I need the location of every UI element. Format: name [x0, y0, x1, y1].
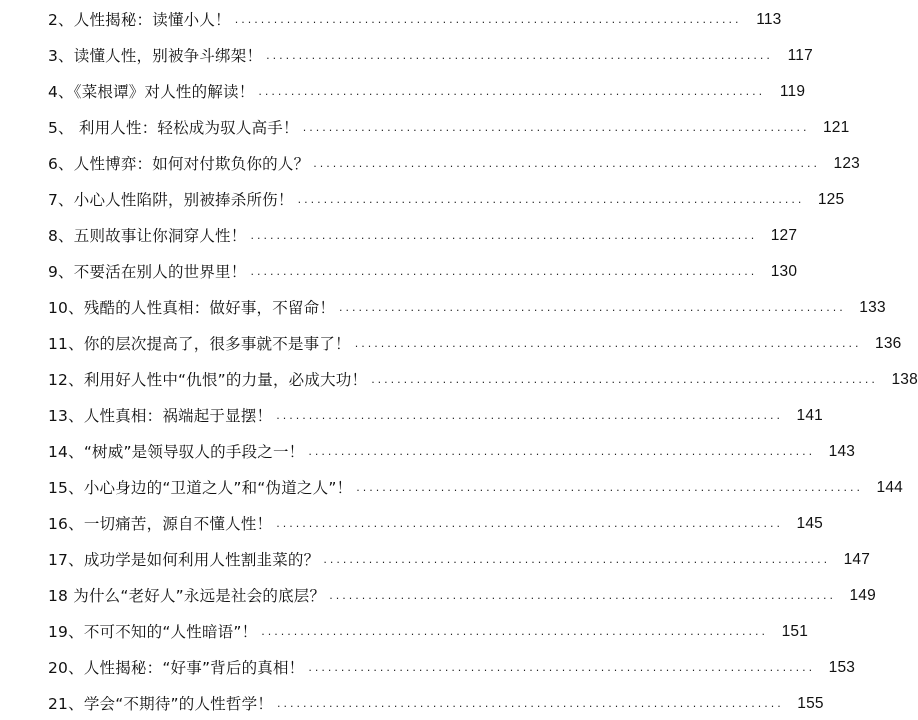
- dot-leader: ..............................................................................: [297, 193, 805, 206]
- toc-entry-title: 14、“树威”是领导驭人的手段之一！: [48, 443, 305, 461]
- toc-entry-page: 153: [828, 659, 856, 676]
- toc-entry[interactable]: [48, 544, 871, 570]
- dot-leader: ..............................................................................: [250, 229, 758, 242]
- dot-leader: ..............................................................................: [329, 589, 836, 602]
- dot-leader: ..............................................................................: [302, 121, 810, 134]
- toc-entry-page: 147: [843, 551, 871, 568]
- dot-leader: ..............................................................................: [323, 553, 831, 566]
- dot-leader: ..............................................................................: [308, 445, 816, 458]
- toc-entry-title: 15、小心身边的“卫道之人”和“伪道之人”！: [48, 479, 353, 497]
- toc-entry[interactable]: [48, 652, 856, 678]
- dot-leader: ..............................................................................: [261, 625, 769, 638]
- dot-leader: ..............................................................................: [258, 85, 766, 98]
- toc-entry-title: 10、残酷的人性真相：做好事，不留命！: [48, 299, 336, 317]
- toc-entry[interactable]: [48, 76, 806, 102]
- toc-entry-title: 17、成功学是如何利用人性割韭菜的？: [48, 551, 320, 569]
- toc-entry[interactable]: [48, 364, 918, 390]
- toc-entry[interactable]: [48, 616, 809, 642]
- toc-entry-page: 121: [822, 119, 850, 136]
- toc-entry-page: 138: [891, 371, 918, 388]
- dot-leader: ..............................................................................: [371, 373, 878, 386]
- dot-leader: ..............................................................................: [266, 49, 773, 62]
- toc-entry-title: 16、一切痛苦，源自不懂人性！: [48, 515, 273, 533]
- toc-entry[interactable]: [48, 400, 823, 426]
- toc-entry-page: 130: [770, 263, 798, 280]
- toc-entry-title: 20、人性揭秘：“好事”背后的真相！: [48, 659, 305, 677]
- toc-entry[interactable]: [48, 508, 823, 534]
- toc-entry-title: 12、利用好人性中“仇恨”的力量，必成大功！: [48, 371, 368, 389]
- toc-entry-title: 8、五则故事让你洞穿人性！: [48, 227, 247, 245]
- toc-entry-title: 18 为什么“老好人”永远是社会的底层？: [48, 587, 326, 605]
- dot-leader: ..............................................................................: [276, 517, 783, 530]
- dot-leader: ..............................................................................: [276, 409, 783, 422]
- toc-entry-page: 123: [833, 155, 860, 172]
- toc-entry-title: 13、人性真相：祸端起于显摆！: [48, 407, 273, 425]
- toc-entry-page: 144: [876, 479, 903, 496]
- toc-entry[interactable]: [48, 256, 798, 282]
- dot-leader: ..............................................................................: [276, 697, 784, 710]
- toc-entry-page: 155: [797, 695, 824, 712]
- toc-entry-title: 4、《菜根谭》对人性的解读！: [48, 83, 255, 101]
- dot-leader: ..............................................................................: [308, 661, 816, 674]
- toc-entry-title: 7、小心人性陷阱，别被捧杀所伤！: [48, 191, 294, 209]
- toc-entry-page: 113: [756, 11, 782, 28]
- toc-entry[interactable]: [48, 436, 856, 462]
- dot-leader: ..............................................................................: [339, 301, 846, 314]
- toc-entry-title: 5、 利用人性：轻松成为驭人高手！: [48, 119, 299, 137]
- toc-entry[interactable]: [48, 292, 886, 318]
- toc-entry[interactable]: [48, 4, 782, 30]
- toc-entry[interactable]: [48, 688, 824, 714]
- dot-leader: ..............................................................................: [250, 265, 758, 278]
- toc-entry-page: 136: [875, 335, 902, 352]
- toc-entry[interactable]: [48, 184, 845, 210]
- dot-leader: ..............................................................................: [354, 337, 862, 350]
- toc-entry-page: 133: [859, 299, 886, 316]
- toc-entry[interactable]: [48, 40, 813, 66]
- toc-entry-title: 6、人性博弈：如何对付欺负你的人？: [48, 155, 310, 173]
- toc-entry-page: 143: [828, 443, 856, 460]
- toc-entry[interactable]: [48, 580, 876, 606]
- toc-entry-page: 151: [781, 623, 809, 640]
- toc-entry[interactable]: [48, 472, 903, 498]
- toc-entry[interactable]: [48, 148, 860, 174]
- toc-entry-page: 117: [787, 47, 813, 64]
- toc-entry-page: 127: [770, 227, 798, 244]
- toc-entry-page: 125: [817, 191, 845, 208]
- toc-entry-title: 11、你的层次提高了，很多事就不是事了！: [48, 335, 351, 353]
- dot-leader: ..............................................................................: [356, 481, 863, 494]
- toc-entry-page: 141: [796, 407, 823, 424]
- toc-entry-title: 3、读懂人性，别被争斗绑架！: [48, 47, 263, 65]
- toc-entry-page: 119: [779, 83, 806, 100]
- toc-entry-title: 21、学会“不期待”的人性哲学！: [48, 695, 273, 713]
- toc-entry[interactable]: [48, 112, 850, 138]
- toc-entry-page: 145: [796, 515, 823, 532]
- dot-leader: ..............................................................................: [234, 13, 742, 26]
- toc-entry-title: 2、人性揭秘：读懂小人！: [48, 11, 231, 29]
- toc-entry-page: 149: [849, 587, 876, 604]
- toc-entry[interactable]: [48, 220, 798, 246]
- toc-entry[interactable]: [48, 328, 902, 354]
- dot-leader: ..............................................................................: [313, 157, 820, 170]
- toc-entry-title: 9、不要活在别人的世界里！: [48, 263, 247, 281]
- toc-entry-title: 19、不可不知的“人性暗语”！: [48, 623, 258, 641]
